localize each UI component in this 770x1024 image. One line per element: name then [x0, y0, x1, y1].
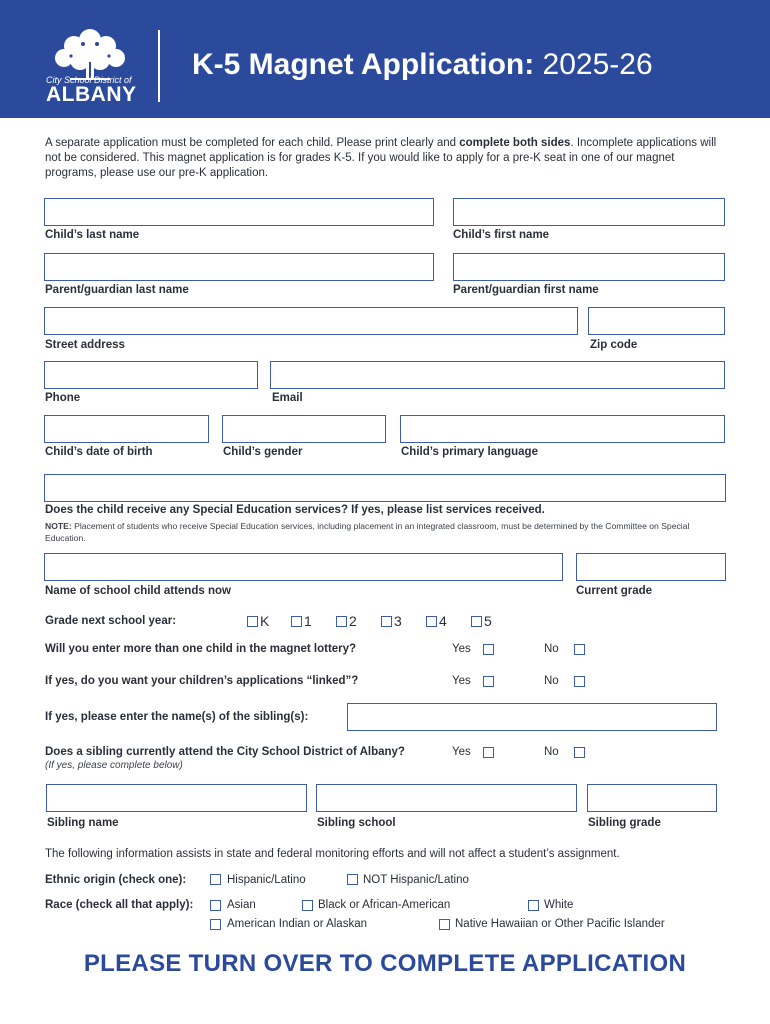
grade-1-checkbox[interactable] [291, 616, 302, 627]
sibling-school-field[interactable] [316, 784, 577, 812]
linked-yes-label: Yes [452, 675, 471, 687]
current-grade-field[interactable] [576, 553, 726, 581]
page-title [192, 48, 653, 82]
phone-label: Phone [45, 392, 81, 404]
race-black-checkbox[interactable] [302, 900, 313, 911]
race-american-indian-checkbox[interactable] [210, 919, 221, 930]
street-address-field[interactable] [44, 307, 578, 335]
parent-first-name-label: Parent/guardian first name [453, 284, 599, 296]
intro-text-bold: complete both sides [459, 137, 571, 149]
sibling-attends-yes-label: Yes [452, 746, 471, 758]
current-school-label: Name of school child attends now [45, 585, 231, 597]
street-address-label: Street address [45, 339, 125, 351]
sibling-school-label: Sibling school [317, 817, 396, 829]
grade-3-label: 3 [394, 613, 402, 629]
dob-field[interactable] [44, 415, 209, 443]
sibling-grade-field[interactable] [587, 784, 717, 812]
intro-text-1: A separate application must be completed for each child. Please print clearly and [45, 137, 460, 149]
ethnic-origin-label: Ethnic origin (check one): [45, 874, 187, 886]
grade-k-checkbox[interactable] [247, 616, 258, 627]
logo-subtitle: City School District of [46, 75, 132, 85]
grade-2-checkbox[interactable] [336, 616, 347, 627]
race-white-label: White [544, 899, 574, 911]
special-education-note [45, 520, 725, 544]
email-field[interactable] [270, 361, 725, 389]
zip-code-label: Zip code [590, 339, 638, 351]
current-grade-label: Current grade [576, 585, 653, 597]
linked-no-checkbox[interactable] [574, 676, 585, 687]
monitoring-notice: The following information assists in state and federal monitoring efforts and will not affect a student’s assignment. [45, 848, 620, 860]
multiple-children-no-label: No [544, 643, 559, 655]
multiple-children-yes-label: Yes [452, 643, 471, 655]
ethnic-not-hispanic-label: NOT Hispanic/Latino [363, 874, 469, 886]
zip-code-field[interactable] [588, 307, 725, 335]
special-education-label: Does the child receive any Special Education services? If yes, please list services received. [45, 504, 545, 516]
grade-5-label: 5 [484, 613, 492, 629]
child-last-name-field[interactable] [44, 198, 434, 226]
sibling-attends-no-checkbox[interactable] [574, 747, 585, 758]
race-pacific-islander-label: Native Hawaiian or Other Pacific Islander [455, 918, 665, 930]
sibling-attends-no-label: No [544, 746, 559, 758]
parent-first-name-field[interactable] [453, 253, 725, 281]
logo-wordmark: ALBANY [46, 83, 137, 106]
child-first-name-label: Child’s first name [453, 229, 550, 241]
linked-question: If yes, do you want your children’s applications “linked”? [45, 675, 359, 687]
sibling-name-label: Sibling name [47, 817, 119, 829]
note-text: Placement of students who receive Special Education services, including placement in an integrated classroom, must be determined by the Committee on Special Education. [45, 521, 690, 543]
linked-no-label: No [544, 675, 559, 687]
grade-k-label: K [260, 613, 270, 629]
race-asian-label: Asian [227, 899, 256, 911]
intro-text-2: . Incomplete applications will not be considered. This magnet application is for grades K-5. If you would like to apply for a pre-K seat in one of our magnet programs, please use our pre-K application. [45, 137, 717, 179]
grade-4-label: 4 [439, 613, 447, 629]
phone-field[interactable] [44, 361, 258, 389]
turn-over-notice: PLEASE TURN OVER TO COMPLETE APPLICATION [83, 950, 687, 977]
ethnic-hispanic-checkbox[interactable] [210, 874, 221, 885]
sibling-names-field[interactable] [347, 703, 717, 731]
gender-label: Child’s gender [223, 446, 303, 458]
ethnic-not-hispanic-checkbox[interactable] [347, 874, 358, 885]
sibling-name-field[interactable] [46, 784, 307, 812]
primary-language-label: Child’s primary language [401, 446, 538, 458]
title-main: K-5 Magnet Application: [192, 48, 535, 81]
current-school-field[interactable] [44, 553, 563, 581]
dob-label: Child’s date of birth [45, 446, 153, 458]
multiple-children-question: Will you enter more than one child in the magnet lottery? [45, 643, 357, 655]
ethnic-hispanic-label: Hispanic/Latino [227, 874, 306, 886]
race-american-indian-label: American Indian or Alaskan [227, 918, 367, 930]
grade-3-checkbox[interactable] [381, 616, 392, 627]
primary-language-field[interactable] [400, 415, 725, 443]
multiple-children-yes-checkbox[interactable] [483, 644, 494, 655]
grade-2-label: 2 [349, 613, 357, 629]
parent-last-name-label: Parent/guardian last name [45, 284, 189, 296]
grade-4-checkbox[interactable] [426, 616, 437, 627]
header-divider [158, 30, 160, 102]
sibling-names-label: If yes, please enter the name(s) of the sibling(s): [45, 711, 309, 723]
parent-last-name-field[interactable] [44, 253, 434, 281]
grade-5-checkbox[interactable] [471, 616, 482, 627]
special-education-field[interactable] [44, 474, 726, 502]
header-banner [0, 0, 770, 118]
race-black-label: Black or African-American [318, 899, 451, 911]
gender-field[interactable] [222, 415, 386, 443]
child-first-name-field[interactable] [453, 198, 725, 226]
sibling-attends-yes-checkbox[interactable] [483, 747, 494, 758]
note-bold: NOTE: [45, 521, 72, 531]
title-year: 2025-26 [534, 48, 653, 81]
sibling-attends-question: Does a sibling currently attend the City School District of Albany? [45, 746, 405, 758]
grade-next-year-label: Grade next school year: [45, 615, 177, 627]
race-label: Race (check all that apply): [45, 899, 194, 911]
race-asian-checkbox[interactable] [210, 900, 221, 911]
linked-yes-checkbox[interactable] [483, 676, 494, 687]
grade-1-label: 1 [304, 613, 312, 629]
race-white-checkbox[interactable] [528, 900, 539, 911]
race-pacific-islander-checkbox[interactable] [439, 919, 450, 930]
email-label: Email [272, 392, 303, 404]
sibling-attends-note: (If yes, please complete below) [45, 760, 183, 771]
intro-paragraph [45, 136, 725, 181]
child-last-name-label: Child’s last name [45, 229, 140, 241]
sibling-grade-label: Sibling grade [588, 817, 661, 829]
multiple-children-no-checkbox[interactable] [574, 644, 585, 655]
